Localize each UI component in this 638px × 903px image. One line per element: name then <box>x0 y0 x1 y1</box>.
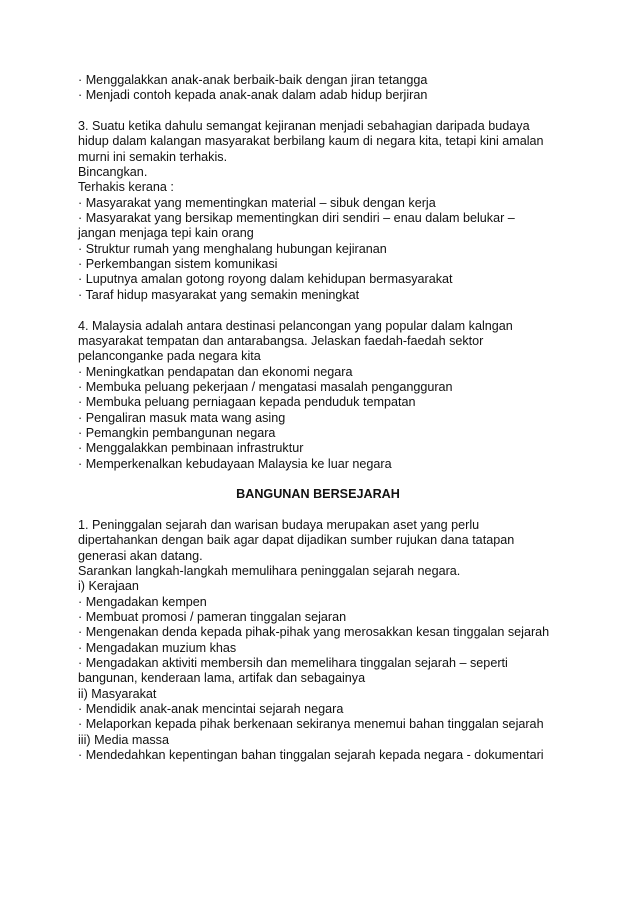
text-line: · Meningkatkan pendapatan dan ekonomi negara <box>78 364 353 379</box>
text-line: bangunan, kenderaan lama, artifak dan sebagainya <box>78 671 366 686</box>
section-historical-buildings <box>78 518 578 764</box>
text-line: jangan menjaga tepi kain orang <box>78 226 254 241</box>
text-line: · Menjadi contoh kepada anak-anak dalam adab hidup berjiran <box>78 88 428 103</box>
paragraph-gap <box>78 303 578 318</box>
text-line: · Mengenakan denda kepada pihak-pihak yang merosakkan kesan tinggalan sejarah <box>78 625 550 640</box>
text-line: · Perkembangan sistem komunikasi <box>78 257 278 272</box>
section-question-3 <box>78 119 578 303</box>
text-line: 1. Peninggalan sejarah dan warisan budaya merupakan aset yang perlu <box>78 517 480 532</box>
text-line: masyarakat tempatan dan antarabangsa. Jelaskan faedah-faedah sektor <box>78 333 484 348</box>
section-heading: BANGUNAN BERSEJARAH <box>236 487 400 502</box>
text-line: ii) Masyarakat <box>78 686 157 701</box>
text-line: i) Kerajaan <box>78 579 139 594</box>
text-line: Terhakis kerana : <box>78 180 174 195</box>
text-line: · Mengadakan kempen <box>78 594 207 609</box>
text-line: murni ini semakin terhakis. <box>78 149 228 164</box>
text-line: 3. Suatu ketika dahulu semangat kejiranan menjadi sebahagian daripada budaya <box>78 119 530 134</box>
text-line: · Membuka peluang pekerjaan / mengatasi masalah pengangguran <box>78 379 453 394</box>
text-line: generasi akan datang. <box>78 548 203 563</box>
section-question-4 <box>78 319 578 472</box>
text-line: iii) Media massa <box>78 732 169 747</box>
text-line: Sarankan langkah-langkah memulihara peninggalan sejarah negara. <box>78 564 461 578</box>
paragraph-gap <box>78 472 578 487</box>
text-line: · Pemangkin pembangunan negara <box>78 425 276 440</box>
text-line: · Membuka peluang perniagaan kepada penduduk tempatan <box>78 395 416 410</box>
text-line: · Taraf hidup masyarakat yang semakin meningkat <box>78 287 360 302</box>
text-line: · Mengadakan muzium khas <box>78 640 237 655</box>
text-line: · Masyarakat yang bersikap mementingkan diri sendiri – enau dalam belukar – <box>78 211 515 226</box>
text-line: pelanconganke pada negara kita <box>78 349 261 364</box>
text-line: · Memperkenalkan kebudayaan Malaysia ke luar negara <box>78 456 392 471</box>
paragraph-gap <box>78 503 578 518</box>
text-line: · Melaporkan kepada pihak berkenaan sekiranya menemui bahan tinggalan sejarah <box>78 717 544 732</box>
text-line: Bincangkan. <box>78 165 148 180</box>
text-line: hidup dalam kalangan masyarakat berbilang kaum di negara kita, tetapi kini amalan <box>78 134 544 149</box>
text-line: · Luputnya amalan gotong royong dalam kehidupan bermasyarakat <box>78 272 453 287</box>
text-line: 4. Malaysia adalah antara destinasi pelancongan yang popular dalam kalngan <box>78 318 513 333</box>
text-line: · Pengaliran masuk mata wang asing <box>78 410 286 425</box>
section-neighbourhood-points <box>78 73 578 104</box>
text-line: · Masyarakat yang mementingkan material – sibuk dengan kerja <box>78 195 436 210</box>
text-line: · Menggalakkan pembinaan infrastruktur <box>78 441 304 456</box>
text-line: · Menggalakkan anak-anak berbaik-baik dengan jiran tetangga <box>78 73 428 87</box>
text-line: · Mendidik anak-anak mencintai sejarah negara <box>78 702 344 717</box>
text-line: · Membuat promosi / pameran tinggalan sejaran <box>78 610 347 625</box>
text-line: · Mengadakan aktiviti membersih dan memelihara tinggalan sejarah – seperti <box>78 656 508 671</box>
text-line: · Mendedahkan kepentingan bahan tinggalan sejarah kepada negara - dokumentari <box>78 748 544 763</box>
paragraph-gap <box>78 104 578 119</box>
text-line: dipertahankan dengan baik agar dapat dijadikan sumber rujukan dana tatapan <box>78 533 515 548</box>
text-line: · Struktur rumah yang menghalang hubungan kejiranan <box>78 241 387 256</box>
document-page <box>78 73 578 763</box>
